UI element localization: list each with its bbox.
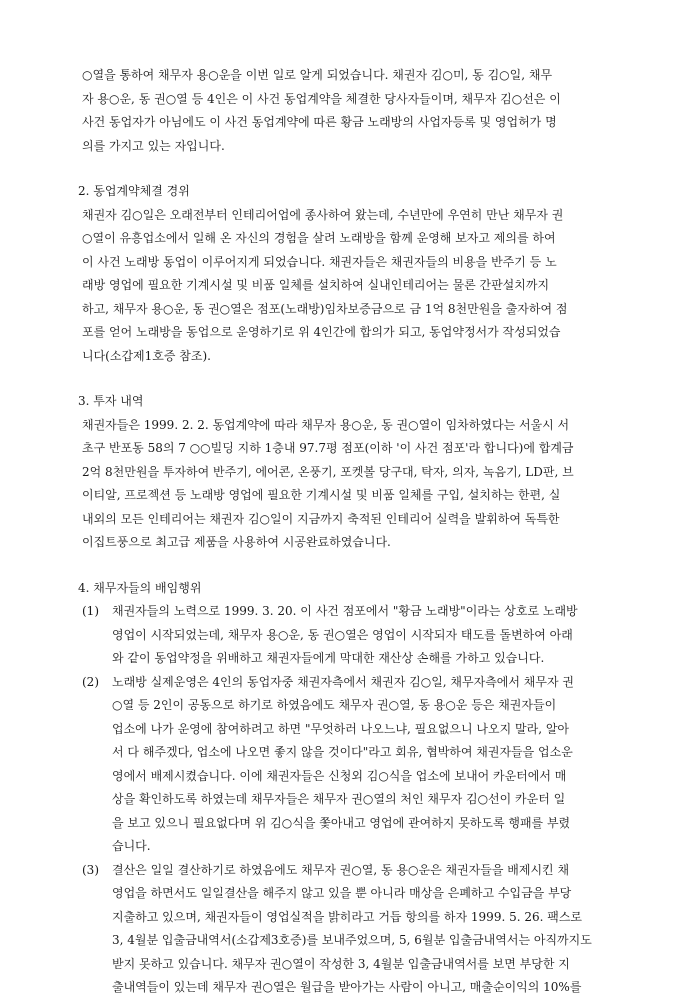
section-body <box>78 204 610 369</box>
intro-paragraph <box>78 64 610 158</box>
text-line: 니다(소갑제1호증 참조). <box>82 348 211 363</box>
text-line: 채권자 김○일은 오래전부터 인테리어업에 종사하여 왔는데, 수년만에 우연히 만난 채무자 권 <box>82 207 564 222</box>
section-heading: 2. 동업계약체결 경위 <box>78 184 190 198</box>
text-line: 채권자들은 1999. 2. 2. 동업계약에 따라 채무자 용○운, 동 권○열이 임차하였다는 서울시 서 <box>82 417 570 432</box>
text-line: 받지 못하고 있습니다. 채무자 권○열이 작성한 3, 4월분 입출금내역서를 보면 부당한 지 <box>112 956 570 971</box>
section-body <box>78 414 610 555</box>
section-heading: 4. 채무자들의 배임행위 <box>78 580 202 595</box>
section-heading: 3. 투자 내역 <box>78 394 144 408</box>
section-2 <box>78 180 610 368</box>
item-text <box>112 671 610 859</box>
text-line: 이집트풍으로 최고급 제품을 사용하여 시공완료하였습니다. <box>82 535 391 549</box>
list-item <box>78 671 610 859</box>
item-number: (2) <box>82 674 99 689</box>
section-3 <box>78 390 610 555</box>
text-line: 서 다 해주겠다, 업소에 나오면 좋지 않을 것이다"라고 회유, 협박하여 채권자들을 업소운 <box>112 745 573 759</box>
text-line: 결산은 일일 결산하기로 하였음에도 채무자 권○열, 동 용○운은 채권자들을 배제시킨 채 <box>112 862 570 877</box>
text-line: 하고, 채무자 용○운, 동 권○열은 점포(노래방)임차보증금으로 금 1억 8천만원을 출자하여 점 <box>82 301 568 316</box>
text-line: 습니다. <box>112 839 151 853</box>
text-line: 3, 4월분 입출금내역서(소갑제3호증)를 보내주었으며, 5, 6월분 입출금내역서는 아직까지도 <box>112 933 592 947</box>
item-number: (1) <box>82 604 99 618</box>
text-line: 을 보고 있으니 필요없다며 위 김○식을 쫓아내고 영업에 관여하지 못하도록 행패를 부렸 <box>112 815 571 830</box>
item-text <box>112 600 610 671</box>
text-line: 이 사건 노래방 동업이 이루어지게 되었습니다. 채권자들은 채권자들의 비용을 반주기 등 노 <box>82 254 557 269</box>
text-line: 채권자들의 노력으로 1999. 3. 20. 이 사건 점포에서 "황금 노래방"이라는 상호로 노래방 <box>112 604 578 618</box>
text-line: 노래방 실제운영은 4인의 동업자중 채권자측에서 채권자 김○일, 채무자측에서 채무자 권 <box>112 674 574 689</box>
text-line: ○열이 유흥업소에서 일해 온 자신의 경험을 살려 노래방을 함께 운영해 보자고 제의를 하여 <box>82 231 556 245</box>
text-line: 내외의 모든 인테리어는 채권자 김○일이 지금까지 축적된 인테리어 실력을 발휘하여 독특한 <box>82 511 560 526</box>
section-4 <box>78 577 610 1000</box>
text-line: 의를 가지고 있는 자입니다. <box>82 138 225 153</box>
text-line: 초구 반포동 58의 7 ○○빌딩 지하 1층내 97.7평 점포(이하 '이 사건 점포'라 합니다)에 합계금 <box>82 441 574 455</box>
text-line: 영에서 배제시켰습니다. 이에 채권자들은 신청외 김○식을 업소에 보내어 카운터에서 매 <box>112 768 567 783</box>
text-line: 지출하고 있으며, 채권자들이 영업실적을 밝히라고 거듭 항의를 하자 1999. 5. 26. 팩스로 <box>112 909 583 924</box>
item-number: (3) <box>82 862 99 877</box>
text-line: 영업을 하면서도 일일결산을 해주지 않고 있을 뿐 아니라 매상을 은폐하고 수입금을 부당 <box>112 886 572 900</box>
text-line: 사건 동업자가 아님에도 이 사건 동업계약에 따른 황금 노래방의 사업자등록 및 영업허가 명 <box>82 115 557 129</box>
list-item <box>78 600 610 671</box>
text-line: 자 용○운, 동 권○열 등 4인은 이 사건 동업계약을 체결한 당사자들이며, 채무자 김○선은 이 <box>82 91 561 106</box>
text-line: 출내역들이 있는데 채무자 권○열은 월급을 받아가는 사람이 아니고, 매출순이익의 10%를 <box>112 980 582 994</box>
text-line: 업소에 나가 운영에 참여하려고 하면 "무엇하러 나오느냐, 필요없으니 나오지 말라, 알아 <box>112 721 570 736</box>
text-line: 와 같이 동업약정을 위배하고 채권자들에게 막대한 재산상 손해를 가하고 있습니다. <box>112 651 545 665</box>
text-line: 2억 8천만원을 투자하여 반주기, 에어콘, 온풍기, 포켓볼 당구대, 탁자, 의자, 녹음기, LD판, 브 <box>82 464 574 479</box>
text-line: 포를 얻어 노래방을 동업으로 운영하기로 위 4인간에 합의가 되고, 동업약정서가 작성되었습 <box>82 325 561 339</box>
text-line: ○열 등 2인이 공동으로 하기로 하였음에도 채무자 권○열, 동 용○운 등은 채권자들이 <box>112 698 557 712</box>
text-line: ○열을 통하여 채무자 용○운을 이번 일로 알게 되었습니다. 채권자 김○미, 동 김○일, 채무 <box>82 68 553 82</box>
text-line: 상을 확인하도록 하였는데 채무자들은 채무자 권○열의 처인 채무자 김○선이 카운터 일 <box>112 792 566 806</box>
list-item <box>78 859 610 1000</box>
text-line: 이티알, 프로젝션 등 노래방 영업에 필요한 기계시설 및 비품 일체를 구입, 설치하는 한편, 실 <box>82 488 561 502</box>
item-text <box>112 859 610 1000</box>
text-line: 래방 영업에 필요한 기계시설 및 비품 일체를 설치하여 실내인테리어는 물론 간판설치까지 <box>82 278 550 292</box>
text-line: 영업이 시작되었는데, 채무자 용○운, 동 권○열은 영업이 시작되자 태도를 돌변하여 아래 <box>112 627 573 642</box>
